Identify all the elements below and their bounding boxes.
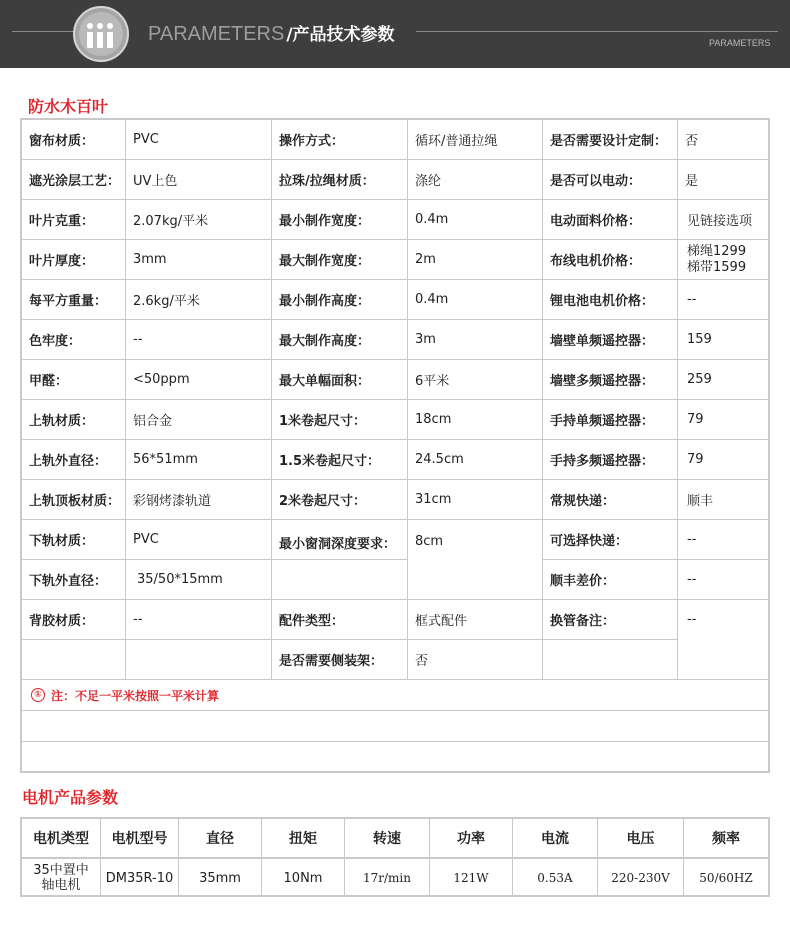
note-text: 注：不足一平米按照一平米计算 [51, 688, 220, 703]
param-label: 1.5米卷起尺寸： [272, 440, 408, 480]
motor-cell-speed: 17r/min [345, 859, 430, 897]
param-value-line: 梯绳1299 [687, 243, 747, 259]
param-empty-cell [22, 640, 126, 680]
motor-table [20, 817, 770, 897]
param-value: 是 [678, 160, 768, 200]
param-value: 8cm [408, 520, 543, 600]
param-value: PVC [126, 520, 272, 560]
param-label: 最小窗洞深度要求： [272, 520, 408, 560]
param-label: 顺丰差价： [543, 560, 678, 600]
param-value: 顺丰 [678, 480, 768, 520]
param-value: -- [126, 320, 272, 360]
param-value: 彩钢烤漆轨道 [126, 480, 272, 520]
section-title-shutters: 防水木百叶 [28, 97, 109, 116]
parameter-table [20, 118, 770, 773]
param-label: 可选择快递： [543, 520, 678, 560]
param-label: 叶片厚度： [22, 240, 126, 280]
param-value: -- [678, 520, 768, 560]
motor-cell-torque: 10Nm [262, 859, 345, 897]
param-empty-cell [126, 640, 272, 680]
param-value: 否 [678, 120, 768, 160]
param-empty-cell [543, 640, 678, 680]
param-label: 1米卷起尺寸： [272, 400, 408, 440]
info-circle-icon: ① [31, 688, 45, 702]
param-label: 最小制作宽度： [272, 200, 408, 240]
param-value: 涤纶 [408, 160, 543, 200]
param-value: 3mm [126, 240, 272, 280]
param-label: 手持多频遥控器： [543, 440, 678, 480]
motor-header-power: 功率 [430, 819, 513, 859]
param-label: 锂电池电机价格： [543, 280, 678, 320]
param-label: 上轨顶板材质： [22, 480, 126, 520]
param-value: 框式配件 [408, 600, 543, 640]
param-value: 2m [408, 240, 543, 280]
param-label: 是否需要设计定制： [543, 120, 678, 160]
motor-header-model: 电机型号 [101, 819, 179, 859]
motor-cell-type: 35中置中轴电机 [22, 859, 101, 897]
banner-divider-right [416, 31, 778, 32]
header-banner [0, 0, 790, 68]
param-label: 电动面料价格： [543, 200, 678, 240]
banner-divider-left [12, 31, 78, 32]
param-value: -- [678, 560, 768, 600]
param-value: 24.5cm [408, 440, 543, 480]
param-value: UV上色 [126, 160, 272, 200]
param-label: 操作方式： [272, 120, 408, 160]
motor-header-voltage: 电压 [598, 819, 684, 859]
param-value: -- [678, 280, 768, 320]
param-label: 配件类型： [272, 600, 408, 640]
note-row [22, 680, 768, 711]
param-label: 每平方重量： [22, 280, 126, 320]
blank-row [22, 711, 768, 742]
param-value: 2.6kg/平米 [126, 280, 272, 320]
param-value: -- [126, 600, 272, 640]
param-value: 0.4m [408, 200, 543, 240]
banner-title [148, 20, 395, 46]
param-label: 下轨材质： [22, 520, 126, 560]
param-value: 2.07kg/平米 [126, 200, 272, 240]
param-value: -- [678, 600, 768, 680]
param-value: 3m [408, 320, 543, 360]
param-value-line: 梯带1599 [687, 259, 747, 275]
param-label: 墙壁多频遥控器： [543, 360, 678, 400]
param-value: 35/50*15mm [126, 560, 272, 600]
param-label: 2米卷起尺寸： [272, 480, 408, 520]
param-label: 常规快递： [543, 480, 678, 520]
param-label: 背胶材质： [22, 600, 126, 640]
param-label: 色牢度： [22, 320, 126, 360]
motor-cell-current: 0.53A [513, 859, 598, 897]
motor-header-frequency: 频率 [684, 819, 768, 859]
param-value: 铝合金 [126, 400, 272, 440]
banner-subtitle: PARAMETERS [709, 38, 771, 48]
motor-header-diameter: 直径 [179, 819, 262, 859]
param-label: 墙壁单频遥控器： [543, 320, 678, 360]
motor-header-torque: 扭矩 [262, 819, 345, 859]
param-value: 见链接选项 [678, 200, 768, 240]
param-empty-cell [272, 560, 408, 600]
param-label: 是否需要侧装架： [272, 640, 408, 680]
param-label: 是否可以电动： [543, 160, 678, 200]
parameters-logo-icon [73, 6, 129, 62]
param-value: 31cm [408, 480, 543, 520]
param-value: 循环/普通拉绳 [408, 120, 543, 160]
blank-row [22, 742, 768, 772]
param-value: 6平米 [408, 360, 543, 400]
param-label: 换管备注： [543, 600, 678, 640]
param-label: 甲醛： [22, 360, 126, 400]
section-title-motor: 电机产品参数 [22, 788, 119, 807]
param-value: 56*51mm [126, 440, 272, 480]
motor-header-current: 电流 [513, 819, 598, 859]
banner-title-cn: /产品技术参数 [286, 25, 395, 45]
param-label: 手持单频遥控器： [543, 400, 678, 440]
param-value: 79 [678, 440, 768, 480]
param-value-multiline [678, 240, 768, 280]
param-label: 最小制作高度： [272, 280, 408, 320]
param-value: 259 [678, 360, 768, 400]
param-label: 上轨材质： [22, 400, 126, 440]
motor-cell-frequency: 50/60HZ [699, 871, 753, 885]
banner-title-en: PARAMETERS [148, 23, 285, 45]
motor-cell-model: DM35R-10 [101, 859, 179, 897]
param-label: 最大制作高度： [272, 320, 408, 360]
param-label: 拉珠/拉绳材质： [272, 160, 408, 200]
motor-header-speed: 转速 [345, 819, 430, 859]
param-value: <50ppm [126, 360, 272, 400]
motor-cell-power: 121W [430, 859, 513, 897]
param-value: 159 [678, 320, 768, 360]
param-value: 否 [408, 640, 543, 680]
motor-header-type: 电机类型 [22, 819, 101, 859]
param-value: 18cm [408, 400, 543, 440]
param-label: 窗布材质： [22, 120, 126, 160]
param-label: 布线电机价格： [543, 240, 678, 280]
param-value: 0.4m [408, 280, 543, 320]
param-label: 最大单幅面积： [272, 360, 408, 400]
param-value: 79 [678, 400, 768, 440]
param-label: 上轨外直径： [22, 440, 126, 480]
param-value: PVC [126, 120, 272, 160]
motor-cell-voltage: 220-230V [598, 859, 684, 897]
param-label: 遮光涂层工艺： [22, 160, 126, 200]
param-label: 下轨外直径： [22, 560, 126, 600]
param-label: 叶片克重： [22, 200, 126, 240]
param-label: 最大制作宽度： [272, 240, 408, 280]
motor-cell-diameter: 35mm [179, 859, 262, 897]
